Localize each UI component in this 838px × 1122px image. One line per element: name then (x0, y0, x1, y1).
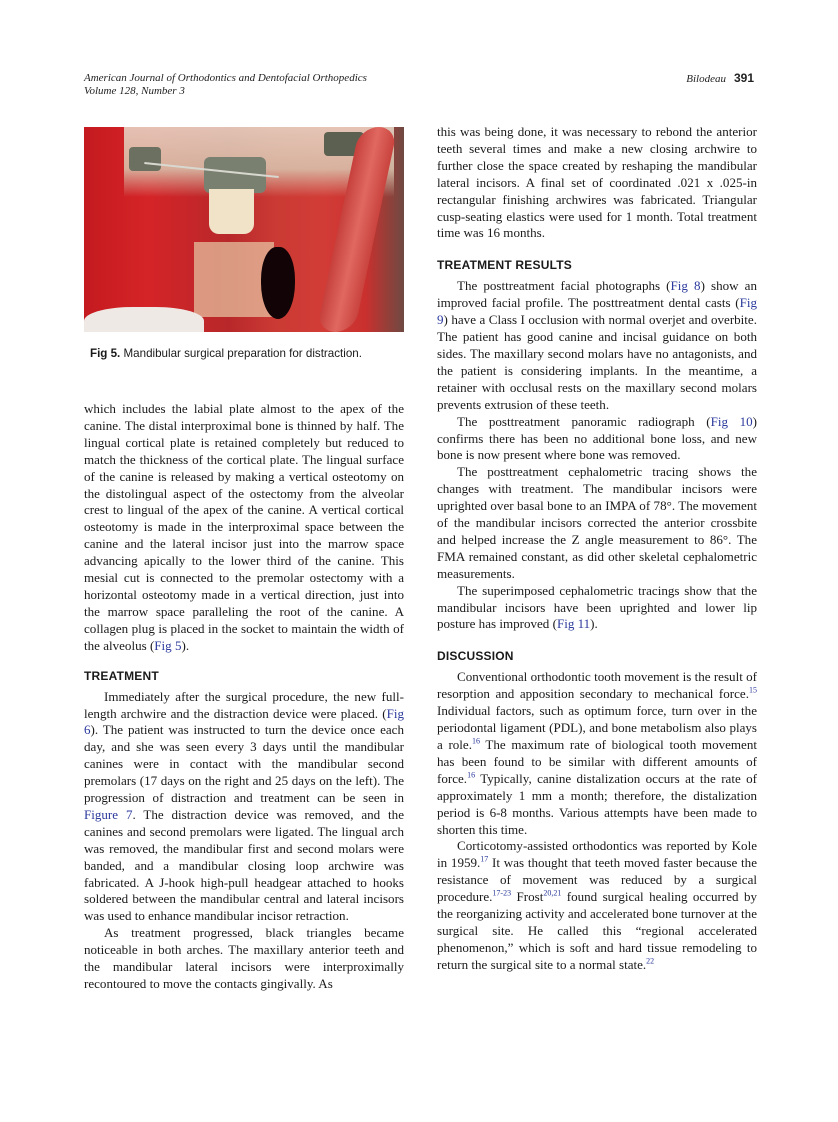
text: Frost (511, 889, 544, 905)
citation-15[interactable]: 15 (749, 685, 757, 695)
canine-crown (209, 189, 254, 234)
text: Corticotomy-assisted orthodontics was reported by Kole in 1959. (437, 838, 757, 871)
fig-8-link[interactable]: Fig 8 (670, 278, 701, 294)
journal-volume: Volume 128, Number 3 (84, 85, 185, 97)
paragraph: As treatment progressed, black triangles became noticeable in both arches. The maxillary anterior teeth and the mandibular lateral incisors were interproximally recontoured to move the contacts gingivally. As (84, 925, 404, 991)
paragraph (437, 278, 757, 413)
section-heading-treatment: TREATMENT (84, 668, 159, 683)
left-column (84, 124, 404, 993)
text: Immediately after the surgical procedure, the new full-length archwire and the distraction device were placed. ( (84, 688, 404, 721)
fig-5-link[interactable]: Fig 5 (154, 637, 182, 653)
fig-6-link[interactable]: Fig 6 (84, 705, 404, 738)
right-column (437, 124, 757, 974)
text: which includes the labial plate almost to the apex of the canine. The distal interproximal bone is thinned by half. The lingual cortical plate is retained completely but reduced to match the thickness of the cortical plate. The lingual surface of the canine is released by making a vertical osteotomy on the distolingual aspect of the ostectomy from the alveolar crest to lingual of the apex of the canine. A vertical cortical osteotomy is made in the interproximal space between the canine and the lateral incisor just into the marrow space advancing apically to the lower third of the canine. This mesial cut is connected to the premolar ostectomy with a horizontal osteotomy made in a vertical direction, just into the marrow space paralleling the root of the canine. A collagen plug is placed in the socket to maintain the width of the alveolus ( (84, 401, 404, 653)
text: ) have a Class I occlusion with normal overjet and overbite. The patient has good canine and incisal guidance on both sides. The maxillary second molars have no antagonists, and the patient is considering implants. In the meantime, a retainer with occlusal rests on the maxillary second molars prevents extrusion of these teeth. (437, 312, 757, 412)
figure-7-link[interactable]: Figure 7 (84, 806, 133, 822)
paragraph (437, 838, 757, 973)
paragraph: this was being done, it was necessary to rebond the anterior teeth several times and make a new closing archwire to further close the space created by reshaping the mandibular lateral incisors. A final set of coordinated .021 x .025-in rectangular finishing archwires was fabricated. Triangular cusp-seating elastics were used for 1 month. Total treatment time was 16 months. (437, 124, 757, 241)
extraction-socket (261, 247, 295, 319)
text: The superimposed cephalometric tracings show that the mandibular incisors have been uprighted and lower lip posture has improved ( (437, 582, 757, 632)
figure-label: Fig 5. (90, 347, 121, 360)
fig-11-link[interactable]: Fig 11 (556, 616, 591, 632)
text: Individual factors, such as optimum force, turn over in the periodontal ligament (PDL), and bone metabolism also plays a role. (437, 703, 757, 752)
text: The posttreatment facial photographs ( (457, 278, 671, 294)
text: Typically, canine distalization occurs at the rate of approximately 1 mm a month; therefore, the distalization period is 6-8 months. Various attempts have been made to shorten this time. (437, 770, 757, 837)
text: ). The patient was instructed to turn the device once each day, and she was seen every 3 days until the mandibular canines were in contact with the mandibular second premolars (17 days on the right and 25 days on the left). The progression of distraction and treatment can be seen in (84, 722, 404, 806)
text: The posttreatment panoramic radiograph ( (457, 413, 711, 429)
citation-16[interactable]: 16 (472, 736, 480, 746)
text: Conventional orthodontic tooth movement is the result of resorption and apposition secondary to mechanical force. (437, 669, 757, 702)
gauze (84, 307, 204, 332)
citation-17[interactable]: 17 (480, 855, 489, 864)
text: The maximum rate of biological tooth movement has been found to be similar with different amounts of force. (437, 737, 757, 786)
page-number: 391 (733, 71, 754, 85)
text: ) confirms there has been no additional bone loss, and new bone is now present where bone was removed. (437, 413, 757, 463)
figure-caption-text: Mandibular surgical preparation for distraction. (123, 347, 362, 360)
paragraph (437, 414, 757, 465)
citation-22[interactable]: 22 (646, 956, 655, 966)
section-heading-treatment-results: TREATMENT RESULTS (437, 258, 572, 273)
author-name: Bilodeau (686, 73, 726, 85)
bracket (129, 147, 161, 171)
section-heading-discussion: DISCUSSION (437, 649, 514, 664)
paragraph: The posttreatment cephalometric tracing shows the changes with treatment. The mandibular incisors were uprighted over basal bone to an IMPA of 78°. The movement of the mandibular incisors corrected the anterior crossbite and helped increase the Z angle measurement to 86°. The FMA remained constant, as did other skeletal cephalometric measurements. (437, 464, 757, 581)
text: found surgical healing occurred by the reorganizing activity and accelerated bone turnover at the surgical site. He called this “regional accelerated phenomenon,” which is soft and hard tissue remodeling to return the surgical site to a normal state. (437, 889, 757, 972)
figure-5-caption (90, 347, 404, 361)
text: . The distraction device was removed, and the canines and second premolars were ligated. The lingual arch was removed, the mandibular first and second molars were banded, and a mandibular closing loop archwire was fabricated. A J-hook high-pull headgear attached to hooks soldered between the mandibular central and lateral incisors was used to enhance mandibular incisor retraction. (84, 806, 404, 924)
fig-9-link[interactable]: Fig 9 (437, 295, 757, 328)
citation-16[interactable]: 16 (467, 770, 476, 780)
text: ). (590, 616, 598, 632)
paragraph (437, 669, 757, 838)
text: ) show an improved facial profile. The posttreatment dental casts ( (437, 278, 757, 311)
citation-17-23[interactable]: 17-23 (492, 888, 512, 898)
paragraph (84, 689, 404, 926)
journal-title: American Journal of Orthodontics and Dentofacial Orthopedics (84, 72, 367, 84)
citation-20-21[interactable]: 20,21 (543, 888, 562, 898)
paragraph (437, 583, 757, 634)
fig-10-link[interactable]: Fig 10 (710, 413, 753, 429)
text: ). (181, 637, 190, 653)
header-right (686, 72, 754, 86)
running-header (84, 72, 754, 98)
text: It was thought that teeth moved faster because the resistance of movement was reduced by a surgical procedure. (437, 855, 757, 905)
paragraph (84, 401, 404, 655)
figure-5-image (84, 127, 404, 332)
